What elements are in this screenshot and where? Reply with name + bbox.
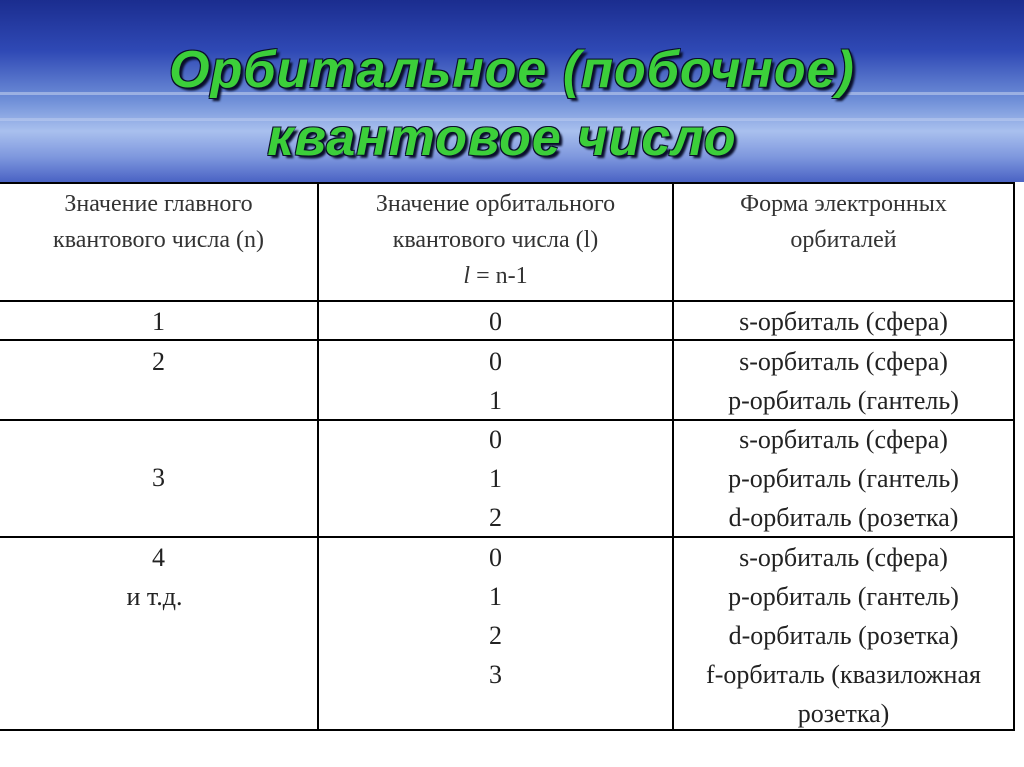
orbital-shape: s-орбиталь (сфера): [739, 307, 948, 336]
header-text: Форма электронных: [740, 191, 947, 217]
cell-shapes: [674, 420, 1013, 537]
cell-n: 2: [152, 347, 165, 376]
cell-l-values: [319, 342, 672, 420]
l-value: 1: [489, 582, 502, 611]
l-value: 3: [489, 660, 502, 689]
l-value: 1: [489, 464, 502, 493]
header-orbital-l: [319, 186, 672, 294]
cell-l-values: [319, 538, 672, 694]
n-value: 4: [152, 543, 165, 572]
header-principal-n: [0, 186, 317, 258]
cell-shapes: [674, 342, 1013, 420]
orbital-shape: s-орбиталь (сфера): [739, 543, 948, 572]
formula-variable: l: [463, 263, 471, 289]
cell-shapes: [674, 302, 1013, 341]
n-continuation: и т.д.: [126, 582, 183, 611]
slide-title-line-1: Орбитальное (побочное): [169, 41, 855, 99]
cell-n: 3: [152, 463, 165, 492]
cell-n: 1: [152, 307, 165, 336]
header-text: квантового числа (l): [392, 227, 599, 253]
orbital-shape: f-орбиталь (квазиложная: [706, 660, 981, 689]
header-text: орбиталей: [790, 227, 897, 253]
l-value: 2: [489, 621, 502, 650]
header-text: квантового числа (n): [53, 227, 264, 253]
l-value: 1: [489, 386, 502, 415]
orbital-shape: p-орбиталь (гантель): [728, 386, 959, 415]
orbital-shape: p-орбиталь (гантель): [728, 464, 959, 493]
slide-title-line-2: квантовое число: [267, 109, 737, 167]
l-value: 0: [489, 307, 502, 336]
orbital-shape: p-орбиталь (гантель): [728, 582, 959, 611]
title-banner: [0, 0, 1024, 182]
cell-n: [0, 538, 317, 616]
cell-shapes: [674, 538, 1013, 733]
l-value: 0: [489, 425, 502, 454]
l-value: 2: [489, 503, 502, 532]
header-orbital-shape: [674, 186, 1013, 258]
orbital-shape: d-орбиталь (розетка): [728, 503, 959, 532]
header-text: Значение главного: [64, 191, 253, 217]
orbital-shape: s-орбиталь (сфера): [739, 347, 948, 376]
l-value: 0: [489, 543, 502, 572]
orbital-shape: s-орбиталь (сфера): [739, 425, 948, 454]
header-formula: [319, 258, 672, 294]
orbital-shape: розетка): [797, 699, 890, 728]
formula-rest: = n-1: [470, 263, 528, 289]
quantum-number-table: [0, 182, 1015, 731]
cell-l-values: [319, 302, 672, 341]
orbital-shape: d-орбиталь (розетка): [728, 621, 959, 650]
cell-l-values: [319, 420, 672, 537]
l-value: 0: [489, 347, 502, 376]
header-text: Значение орбитального: [375, 191, 616, 217]
